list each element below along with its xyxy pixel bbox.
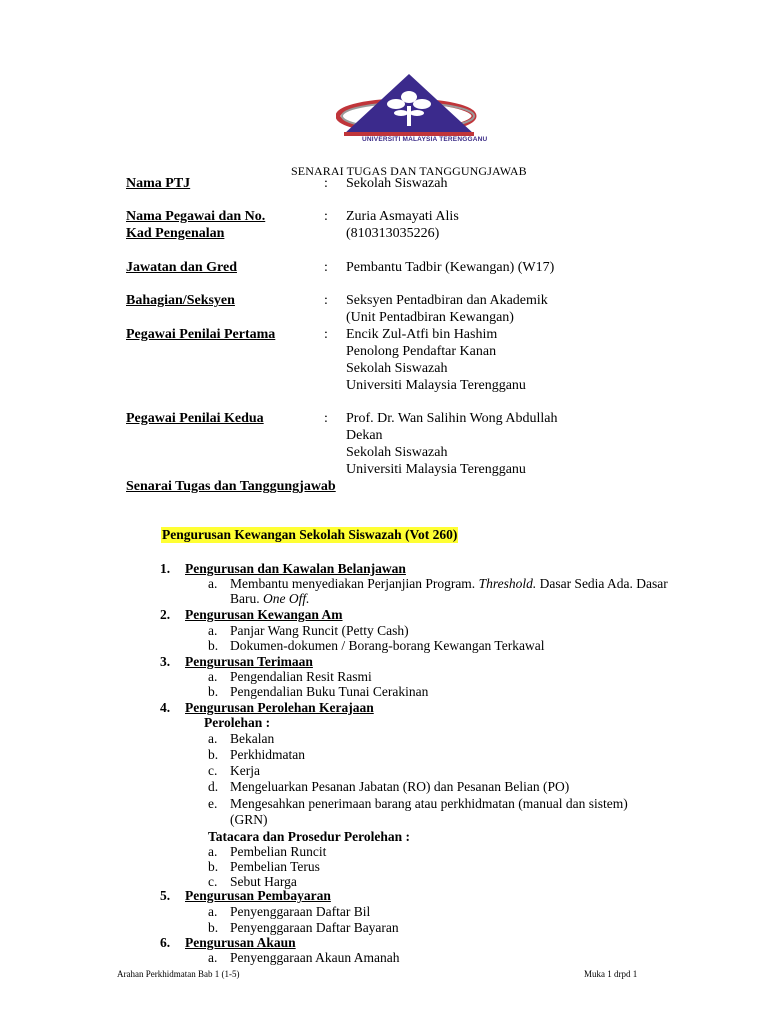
highlight-heading: Pengurusan Kewangan Sekolah Siswazah (Vot 260) [162,527,458,542]
label-bahagian: Bahagian/Seksyen [126,293,235,308]
sub-text: Penyenggaraan Akaun Amanah [230,950,400,965]
value-bahagian-unit: (Unit Pentadbiran Kewangan) [346,310,514,325]
document-title: SENARAI TUGAS DAN TANGGUNGJAWAB [291,164,527,178]
item-title: Pengurusan Akaun [185,935,296,950]
item-number: 4. [160,700,171,715]
label-ptj: Nama PTJ [126,176,191,191]
value-ptj: Sekolah Siswazah [346,176,448,191]
sub-letter: a. [208,950,218,965]
value-penilai1-line: Sekolah Siswazah [346,361,448,376]
value-penilai1-line: Encik Zul-Atfi bin Hashim [346,327,498,342]
value-penilai2-line: Sekolah Siswazah [346,445,448,460]
sub-text: Pengendalian Resit Rasmi [230,669,372,684]
item-number: 3. [160,654,171,669]
group-heading: Perolehan : [204,715,271,730]
sub-text: Mengeluarkan Pesanan Jabatan (RO) dan Pesanan Belian (PO) [230,779,570,794]
value-jawatan: Pembantu Tadbir (Kewangan) (W17) [346,260,555,275]
value-pegawai-name: Zuria Asmayati Alis [346,209,459,224]
value-penilai2-line: Prof. Dr. Wan Salihin Wong Abdullah [346,411,558,426]
label-pegawai: Nama Pegawai dan No. [126,209,266,224]
label-kad: Kad Pengenalan [126,226,225,241]
sub-letter: a. [208,731,218,746]
logo-text: UNIVERSITI MALAYSIA TERENGGANU [362,136,488,143]
group-heading: Tatacara dan Prosedur Perolehan : [208,829,411,844]
label-penilai2: Pegawai Penilai Kedua [126,411,264,426]
sub-letter: b. [208,747,219,762]
item-title: Pengurusan Pembayaran [185,888,331,903]
section-heading: Senarai Tugas dan Tanggungjawab [126,479,336,494]
colon: : [324,176,328,191]
sub-text: Pembelian Runcit [230,844,327,859]
value-penilai2-line: Universiti Malaysia Terengganu [346,462,526,477]
sub-letter: d. [208,779,219,794]
sub-text: Pembelian Terus [230,859,320,874]
sub-text: Penyenggaraan Daftar Bil [230,904,371,919]
sub-letter: c. [208,763,218,778]
sub-text: (GRN) [230,812,268,827]
sub-text: Panjar Wang Runcit (Petty Cash) [230,623,409,638]
colon: : [324,327,328,342]
university-logo [336,72,482,144]
sub-text: Dokumen-dokumen / Borang-borang Kewangan Terkawal [230,638,545,653]
value-ic: (810313035226) [346,226,440,241]
sub-letter: b. [208,859,219,874]
sub-letter: b. [208,638,219,653]
value-bahagian: Seksyen Pentadbiran dan Akademik [346,293,548,308]
colon: : [324,209,328,224]
label-penilai1: Pegawai Penilai Pertama [126,327,276,342]
item-title: Pengurusan dan Kawalan Belanjawan [185,561,406,576]
sub-text: Sebut Harga [230,874,297,889]
value-penilai1-line: Penolong Pendaftar Kanan [346,344,497,359]
colon: : [324,411,328,426]
sub-letter: c. [208,874,218,889]
sub-letter: a. [208,844,218,859]
sub-text: Penyenggaraan Daftar Bayaran [230,920,399,935]
item-number: 2. [160,607,171,622]
item-number: 1. [160,561,171,576]
sub-letter: e. [208,796,218,811]
colon: : [324,260,328,275]
sub-letter: a. [208,623,218,638]
sub-letter: a. [208,669,218,684]
item-number: 6. [160,935,171,950]
sub-text: Pengendalian Buku Tunai Cerakinan [230,684,429,699]
sub-letter: b. [208,684,219,699]
footer-left: Arahan Perkhidmatan Bab 1 (1-5) [117,969,240,979]
item-title: Pengurusan Perolehan Kerajaan [185,700,374,715]
item-title: Pengurusan Kewangan Am [185,607,343,622]
label-jawatan: Jawatan dan Gred [126,260,237,275]
sub-text: Perkhidmatan [230,747,305,762]
sub-text: Baru. One Off. [230,591,310,606]
sub-letter: a. [208,576,218,591]
sub-letter: b. [208,920,219,935]
item-number: 5. [160,888,171,903]
item-title: Pengurusan Terimaan [185,654,313,669]
sub-text: Mengesahkan penerimaan barang atau perkhidmatan (manual dan sistem) [230,796,628,811]
sub-text: Membantu menyediakan Perjanjian Program. Threshold. Dasar Sedia Ada. Dasar [230,576,668,591]
footer-page-number: Muka 1 drpd 1 [584,969,638,979]
sub-text: Kerja [230,763,260,778]
sub-text: Bekalan [230,731,275,746]
colon: : [324,293,328,308]
value-penilai1-line: Universiti Malaysia Terengganu [346,378,526,393]
value-penilai2-line: Dekan [346,428,383,443]
sub-letter: a. [208,904,218,919]
